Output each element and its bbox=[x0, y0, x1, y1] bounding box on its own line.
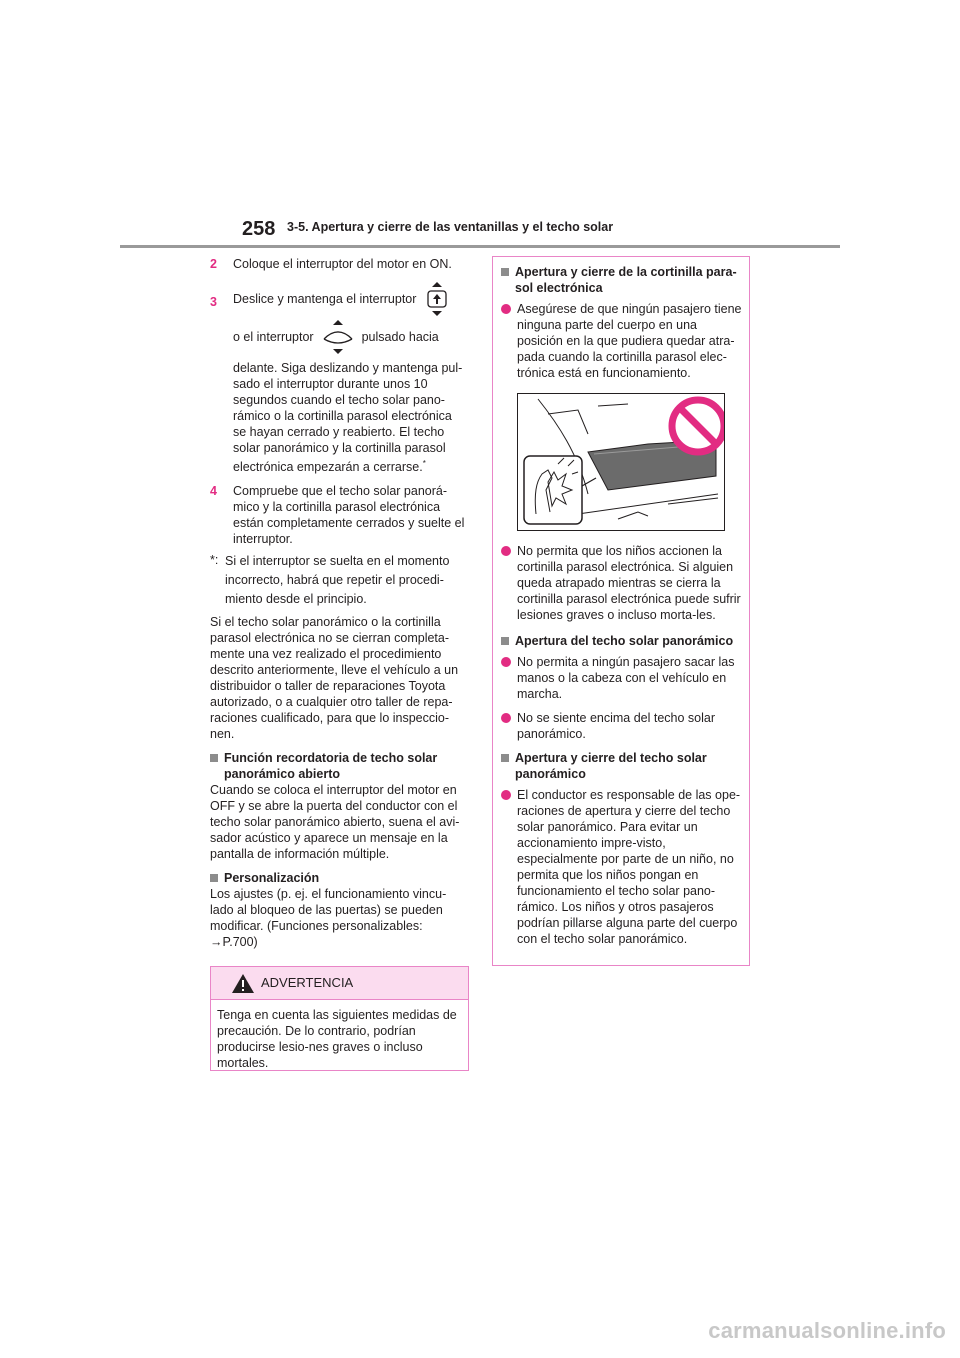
square-bullet-icon bbox=[501, 637, 509, 645]
square-bullet-icon bbox=[501, 754, 509, 762]
step-number: 3 bbox=[210, 295, 217, 309]
step-3 bbox=[210, 280, 468, 475]
sunshade-hazard-illustration bbox=[517, 393, 725, 531]
caution-box bbox=[492, 256, 750, 966]
step-number: 4 bbox=[210, 484, 217, 499]
footnote bbox=[210, 552, 468, 609]
bullet-item: No se siente encima del techo solar panorámico. bbox=[501, 710, 743, 742]
step-text: Coloque el interruptor del motor en ON. bbox=[233, 257, 452, 271]
step-text-line: Deslice y mantenga el interruptor bbox=[233, 292, 417, 306]
warning-box bbox=[210, 966, 469, 1071]
step-text: Compruebe que el techo solar panorá-mico y la cortinilla parasol electrónica están completamente cerrados y suelte el interruptor. bbox=[233, 484, 465, 547]
chapter-title: 3-5. Apertura y cierre de las ventanillas y el techo solar bbox=[287, 220, 614, 234]
section-text: Los ajustes (p. ej. el funcionamiento vincu-lado al bloqueo de las puertas) se pueden modificar. (Funciones personalizables: bbox=[210, 887, 447, 934]
left-column bbox=[210, 256, 468, 950]
step-text-line: pulsado hacia bbox=[361, 330, 439, 344]
circle-bullet-icon bbox=[501, 657, 511, 667]
roof-switch-tilt-icon bbox=[424, 281, 450, 317]
circle-bullet-icon bbox=[501, 790, 511, 800]
warning-header bbox=[211, 967, 468, 999]
square-bullet-icon bbox=[210, 754, 218, 762]
section-heading: Apertura del techo solar panorámico bbox=[501, 633, 743, 649]
paragraph: Si el techo solar panorámico o la cortinilla parasol electrónica no se cierran completa-mente una vez realizado el procedimiento descrito anteriormente, lleve el vehículo a un distribuidor o taller de reparaciones Toyota autorizado, o a cualquier otro taller de repa-raciones cualificado, para que lo inspeccio-nen. bbox=[210, 615, 459, 742]
section-heading: Personalización bbox=[210, 870, 468, 886]
section-heading: Función recordatoria de techo solar panorámico abierto bbox=[210, 750, 468, 782]
page-number: 258 bbox=[242, 218, 276, 240]
section-text: Cuando se coloca el interruptor del motor en OFF y se abre la puerta del conductor con el techo solar panorámico abierto, suena el avi-sador acústico y aparece un mensaje en la pantalla de información múltiple. bbox=[210, 783, 460, 862]
warning-triangle-icon bbox=[231, 973, 255, 994]
section-heading: Apertura y cierre de la cortinilla para-sol electrónica bbox=[501, 264, 743, 296]
watermark: carmanualsonline.info bbox=[708, 1318, 946, 1343]
header-rule bbox=[120, 245, 840, 248]
warning-text: Tenga en cuenta las siguientes medidas de precaución. De lo contrario, podrían producirse lesio-nes graves o incluso mortales. bbox=[217, 1008, 457, 1070]
square-bullet-icon bbox=[210, 874, 218, 882]
illustration-drawing bbox=[518, 394, 724, 530]
square-bullet-icon bbox=[501, 268, 509, 276]
bullet-item: El conductor es responsable de las ope-raciones de apertura y cierre del techo solar panorámico. Para evitar un accionamiento impre-visto, especialmente por parte de un niño, no permita que los niños pongan en funcionamiento el techo solar pano-rámico. Los niños y otros pasajeros podrían pillarse alguna parte del cuerpo con el techo solar panorámico. bbox=[501, 787, 743, 947]
step-text-line: o el interruptor bbox=[233, 330, 314, 344]
step-2 bbox=[210, 256, 468, 272]
circle-bullet-icon bbox=[501, 713, 511, 723]
section-heading: Apertura y cierre del techo solar panorámico bbox=[501, 750, 743, 782]
page-header bbox=[0, 0, 960, 250]
bullet-item: No permita a ningún pasajero sacar las manos o la cabeza con el vehículo en marcha. bbox=[501, 654, 743, 702]
footnote-marker: * bbox=[422, 459, 426, 468]
warning-title: ADVERTENCIA bbox=[261, 975, 354, 990]
step-number: 2 bbox=[210, 257, 217, 271]
bullet-item: Asegúrese de que ningún pasajero tiene ninguna parte del cuerpo en una posición en la que pudiera quedar atra-pada cuando la cortinilla parasol elec-trónica está en funcionamiento. bbox=[501, 301, 743, 381]
page-reference-link[interactable]: →P.700) bbox=[210, 935, 258, 950]
footnote-text: Si el interruptor se suelta en el momento incorrecto, habrá que repetir el procedi-miento desde el principio. bbox=[225, 554, 450, 607]
step-text: delante. Siga deslizando y mantenga pul-sado el interruptor durante unos 10 segundos cuando el techo solar pano-rámico o la cortinilla parasol electrónica se hayan cerrado y reabierto. El techo solar panorámico y la cortinilla parasol electrónica empezarán a cerrarse. bbox=[233, 361, 463, 475]
circle-bullet-icon bbox=[501, 546, 511, 556]
roof-switch-slide-icon bbox=[320, 319, 356, 355]
footnote-mark: *: bbox=[210, 553, 219, 568]
bullet-item: No permita que los niños accionen la cortinilla parasol electrónica. Si alguien queda atrapado mientras se cierra la cortinilla parasol electrónica puede sufrir lesiones graves o incluso morta-les. bbox=[501, 543, 743, 623]
step-4 bbox=[210, 483, 468, 547]
circle-bullet-icon bbox=[501, 304, 511, 314]
